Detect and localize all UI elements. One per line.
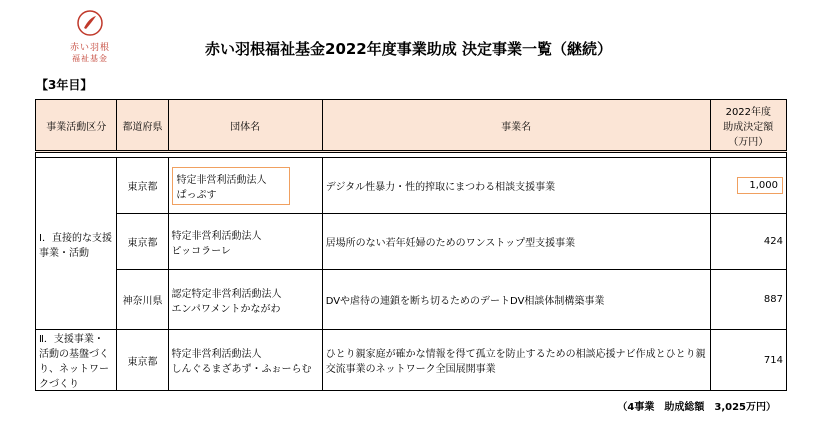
organization-cell: 特定非営利活動法人 しんぐるまざあず・ふぉーらむ xyxy=(168,330,322,391)
amount-cell: 887 xyxy=(710,270,786,330)
organization-highlight: 特定非営利活動法人 ぱっぷす xyxy=(172,167,290,205)
prefecture-cell: 東京都 xyxy=(117,330,168,391)
amount-cell: 424 xyxy=(710,214,786,270)
organization-cell xyxy=(168,158,322,214)
table-row xyxy=(36,158,787,214)
project-cell: 居場所のない若年妊婦のためのワンストップ型支援事業 xyxy=(322,214,710,270)
table-row xyxy=(36,214,787,270)
amount-cell: 714 xyxy=(710,330,786,391)
year-label: 【3年目】 xyxy=(36,78,93,92)
table-row xyxy=(36,270,787,330)
header-amount: 2022年度 助成決定額 （万円） xyxy=(710,100,786,152)
project-cell: DVや虐待の連鎖を断ち切るためのデートDV相談体制構築事業 xyxy=(322,270,710,330)
amount-cell xyxy=(710,158,786,214)
table-row xyxy=(36,330,787,391)
project-cell: デジタル性暴力・性的搾取にまつわる相談支援事業 xyxy=(322,158,710,214)
prefecture-cell: 神奈川県 xyxy=(117,270,168,330)
header-prefecture: 都道府県 xyxy=(117,100,168,152)
category-cell: Ⅱ．支援事業・活動の基盤づくり、ネットワークづくり xyxy=(36,330,117,391)
red-feather-icon xyxy=(77,10,103,36)
project-cell: ひとり親家庭が確かな情報を得て孤立を防止するための相談応援ナビ作成とひとり親交流事業のネットワーク全国展開事業 xyxy=(322,330,710,391)
logo-name: 赤い羽根 xyxy=(69,43,110,53)
amount-highlight: 1,000 xyxy=(737,177,783,194)
logo xyxy=(60,10,120,64)
prefecture-cell: 東京都 xyxy=(117,214,168,270)
page-title: 赤い羽根福祉基金2022年度事業助成 決定事業一覧（継続） xyxy=(205,40,612,58)
header-project: 事業名 xyxy=(322,100,710,152)
table-header-row xyxy=(36,100,787,152)
header-category: 事業活動区分 xyxy=(36,100,117,152)
grants-table xyxy=(35,99,787,391)
organization-cell: 特定非営利活動法人 ピッコラーレ xyxy=(168,214,322,270)
category-cell: Ⅰ．直接的な支援事業・活動 xyxy=(36,158,117,330)
logo-sub: 福祉基金 xyxy=(72,54,108,63)
prefecture-cell: 東京都 xyxy=(117,158,168,214)
total-summary: （4事業 助成総額 3,025万円） xyxy=(617,402,776,413)
header-organization: 団体名 xyxy=(168,100,322,152)
organization-cell: 認定特定非営利活動法人 エンパワメントかながわ xyxy=(168,270,322,330)
